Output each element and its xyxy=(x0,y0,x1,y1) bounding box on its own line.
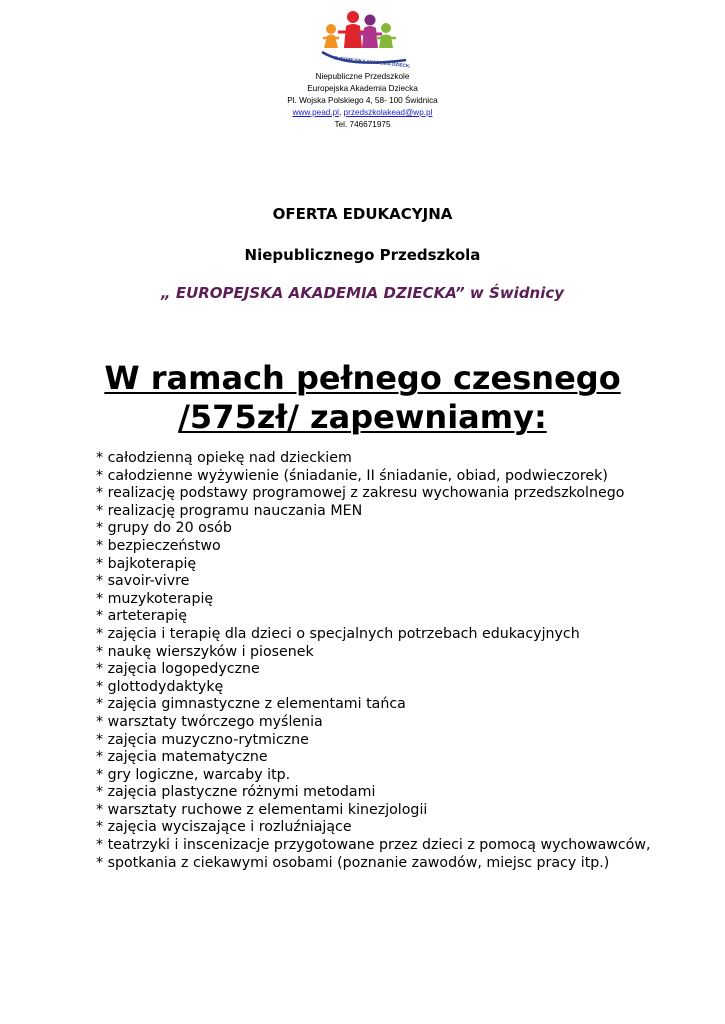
offer-item: * teatrzyki i inscenizacje przygotowane przez dzieci z pomocą wychowawców, xyxy=(96,837,651,854)
headline-line-1: W ramach pełnego czesnego xyxy=(104,359,621,397)
offer-item: * warsztaty twórczego myślenia xyxy=(96,713,323,730)
link-separator: , xyxy=(338,108,342,117)
offer-item: * zajęcia logopedyczne xyxy=(96,661,260,678)
email-link[interactable]: przedszkolakead@wp.pl xyxy=(343,108,433,117)
offer-item: * spotkania z ciekawymi osobami (poznanie zawodów, miejsc pracy itp.) xyxy=(96,854,610,871)
offer-heading: OFERTA EDUKACYJNA xyxy=(272,205,453,223)
contact-line-type: Niepubliczne Przedszkole xyxy=(315,72,410,81)
offer-item: * glottodydaktykę xyxy=(96,678,224,695)
offer-item: * zajęcia muzyczno-rytmiczne xyxy=(96,731,309,748)
offer-item: * zajęcia i terapię dla dzieci o specjalnych potrzebach edukacyjnych xyxy=(96,625,580,642)
offer-item: * gry logiczne, warcaby itp. xyxy=(96,766,291,783)
contact-line-name: Europejska Akademia Dziecka xyxy=(307,84,418,93)
offer-item: * zajęcia plastyczne różnymi metodami xyxy=(96,784,376,801)
price-headline xyxy=(0,359,725,437)
headline-line-2: /575zł/ zapewniamy: xyxy=(178,398,547,436)
contact-line-phone: Tel. 746671975 xyxy=(334,120,391,129)
offer-item: * bezpieczeństwo xyxy=(96,537,221,554)
school-heading: Niepublicznego Przedszkola xyxy=(244,246,481,264)
offer-item: * całodzienne wyżywienie (śniadanie, II śniadanie, obiad, podwieczorek) xyxy=(96,467,608,484)
offer-item: * zajęcia wyciszające i rozluźniające xyxy=(96,819,352,836)
offer-item: * naukę wierszyków i piosenek xyxy=(96,643,314,660)
contact-line-links xyxy=(0,107,725,119)
logo-children-icon xyxy=(318,8,410,68)
contact-block xyxy=(0,71,725,131)
offer-item: * realizację podstawy programowej z zakresu wychowania przedszkolnego xyxy=(96,485,625,502)
school-name-heading: „ EUROPEJSKA AKADEMIA DZIECKA” w Świdnicy xyxy=(160,284,565,302)
website-link[interactable]: www.pead.pl xyxy=(292,108,339,117)
offer-item: * arteterapię xyxy=(96,608,187,625)
offer-item: * savoir-vivre xyxy=(96,573,190,590)
offer-item: * zajęcia matematyczne xyxy=(96,749,268,766)
offer-item: * realizację programu nauczania MEN xyxy=(96,502,363,519)
contact-line-address: Pl. Wojska Polskiego 4, 58- 100 Świdnica xyxy=(287,96,438,105)
school-logo xyxy=(318,8,410,68)
svg-text:EUROPEJSKA AKADEMIA DZIECKA: EUROPEJSKA AKADEMIA DZIECKA xyxy=(333,55,410,68)
offer-list xyxy=(96,450,656,872)
offer-item: * grupy do 20 osób xyxy=(96,520,232,537)
offer-item: * całodzienną opiekę nad dzieckiem xyxy=(96,450,352,466)
offer-item: * warsztaty ruchowe z elementami kinezjologii xyxy=(96,801,428,818)
offer-item: * zajęcia gimnastyczne z elementami tańca xyxy=(96,696,406,713)
offer-item: * muzykoterapię xyxy=(96,590,214,607)
offer-item: * bajkoterapię xyxy=(96,555,197,572)
